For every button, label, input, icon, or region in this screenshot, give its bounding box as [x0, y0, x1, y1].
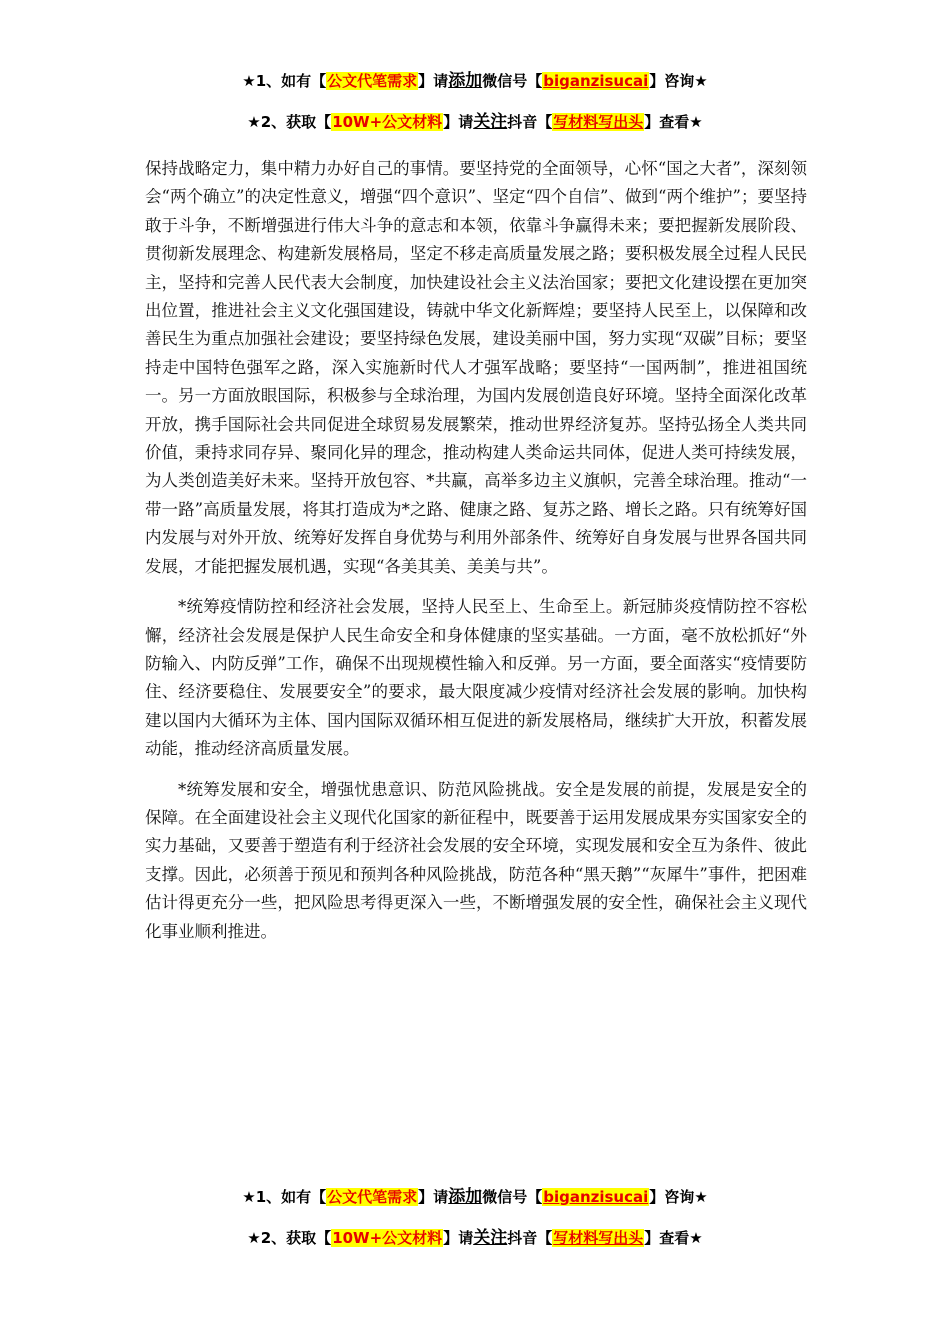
banner-text: ★2、获取【 [247, 1229, 332, 1247]
banner-text: 抖音【 [507, 113, 553, 131]
emphasis-text: 关注 [473, 112, 508, 132]
banner-text: 】请 [418, 1188, 449, 1206]
banner-text: 】查看★ [644, 1229, 703, 1247]
wechat-id-highlight: biganzisucai [543, 1188, 649, 1206]
emphasis-text: 关注 [473, 1228, 508, 1248]
banner-text: ★1、如有【 [242, 1188, 327, 1206]
wechat-id-highlight: biganzisucai [543, 72, 649, 90]
highlight-text: 公文代笔需求 [327, 72, 418, 90]
douyin-highlight: 写材料写出头 [553, 113, 644, 131]
banner-text: ★1、如有【 [242, 72, 327, 90]
banner-text: 微信号【 [482, 1188, 543, 1206]
douyin-highlight: 写材料写出头 [553, 1229, 644, 1247]
top-banner-line-1 [0, 70, 950, 92]
highlight-text: 公文代笔需求 [327, 1188, 418, 1206]
banner-text: 】咨询★ [649, 1188, 708, 1206]
banner-text: 】请 [443, 1229, 474, 1247]
highlight-text: 10W+公文材料 [332, 113, 443, 131]
emphasis-text: 添加 [448, 71, 483, 91]
paragraph-3: *统筹发展和安全，增强忧患意识、防范风险挑战。安全是发展的前提，发展是安全的保障。在全面建设社会主义现代化国家的新征程中，既要善于运用发展成果夯实国家安全的实力基础，又要善于塑造有利于经济社会发展的安全环境，实现发展和安全互为条件、彼此支撑。因此，必须善于预见和预判各种风险挑战，防范各种“黑天鹅”“灰犀牛”事件，把困难估计得更充分一些，把风险思考得更深入一些，不断增强发展的安全性，确保社会主义现代化事业顺利推进。 [145, 779, 807, 941]
banner-text: ★2、获取【 [247, 113, 332, 131]
banner-text: 】请 [418, 72, 449, 90]
bottom-banner-line-2 [0, 1227, 950, 1249]
banner-text: 】咨询★ [649, 72, 708, 90]
document-body [145, 155, 807, 958]
emphasis-text: 添加 [448, 1187, 483, 1207]
top-banner-line-2 [0, 111, 950, 133]
bottom-banner-line-1 [0, 1186, 950, 1208]
paragraph-2: *统筹疫情防控和经济社会发展，坚持人民至上、生命至上。新冠肺炎疫情防控不容松懈，经济社会发展是保护人民生命安全和身体健康的坚实基础。一方面，毫不放松抓好“外防输入、内防反弹”工作，确保不出现规模性输入和反弹。另一方面，要全面落实“疫情要防住、经济要稳住、发展要安全”的要求，最大限度减少疫情对经济社会发展的影响。加快构建以国内大循环为主体、国内国际双循环相互促进的新发展格局，继续扩大开放，积蓄发展动能，推动经济高质量发展。 [145, 597, 807, 759]
banner-text: 微信号【 [482, 72, 543, 90]
banner-text: 抖音【 [507, 1229, 553, 1247]
banner-text: 】查看★ [644, 113, 703, 131]
banner-text: 】请 [443, 113, 474, 131]
paragraph-1: 保持战略定力，集中精力办好自己的事情。要坚持党的全面领导，心怀“国之大者”，深刻领会“两个确立”的决定性意义，增强“四个意识”、坚定“四个自信”、做到“两个维护”；要坚持敢于斗争，不断增强进行伟大斗争的意志和本领，依靠斗争赢得未来；要把握新发展阶段、贯彻新发展理念、构建新发展格局，坚定不移走高质量发展之路；要积极发展全过程人民民主，坚持和完善人民代表大会制度，加快建设社会主义法治国家；要把文化建设摆在更加突出位置，推进社会主义文化强国建设，铸就中华文化新辉煌；要坚持人民至上，以保障和改善民生为重点加强社会建设；要坚持绿色发展，建设美丽中国，努力实现“双碳”目标；要坚持走中国特色强军之路，深入实施新时代人才强军战略；要坚持“一国两制”，推进祖国统一。另一方面放眼国际，积极参与全球治理，为国内发展创造良好环境。坚持全面深化改革开放，携手国际社会共同促进全球贸易发展繁荣，推动世界经济复苏。坚持弘扬全人类共同价值，秉持求同存异、聚同化异的理念，推动构建人类命运共同体，促进人类可持续发展，为人类创造美好未来。坚持开放包容、*共赢，高举多边主义旗帜，完善全球治理。推动“一带一路”高质量发展，将其打造成为*之路、健康之路、复苏之路、增长之路。只有统筹好国内发展与对外开放、统筹好发挥自身优势与利用外部条件、统筹好自身发展与世界各国共同发展，才能把握发展机遇，实现“各美其美、美美与共”。 [145, 159, 807, 576]
highlight-text: 10W+公文材料 [332, 1229, 443, 1247]
